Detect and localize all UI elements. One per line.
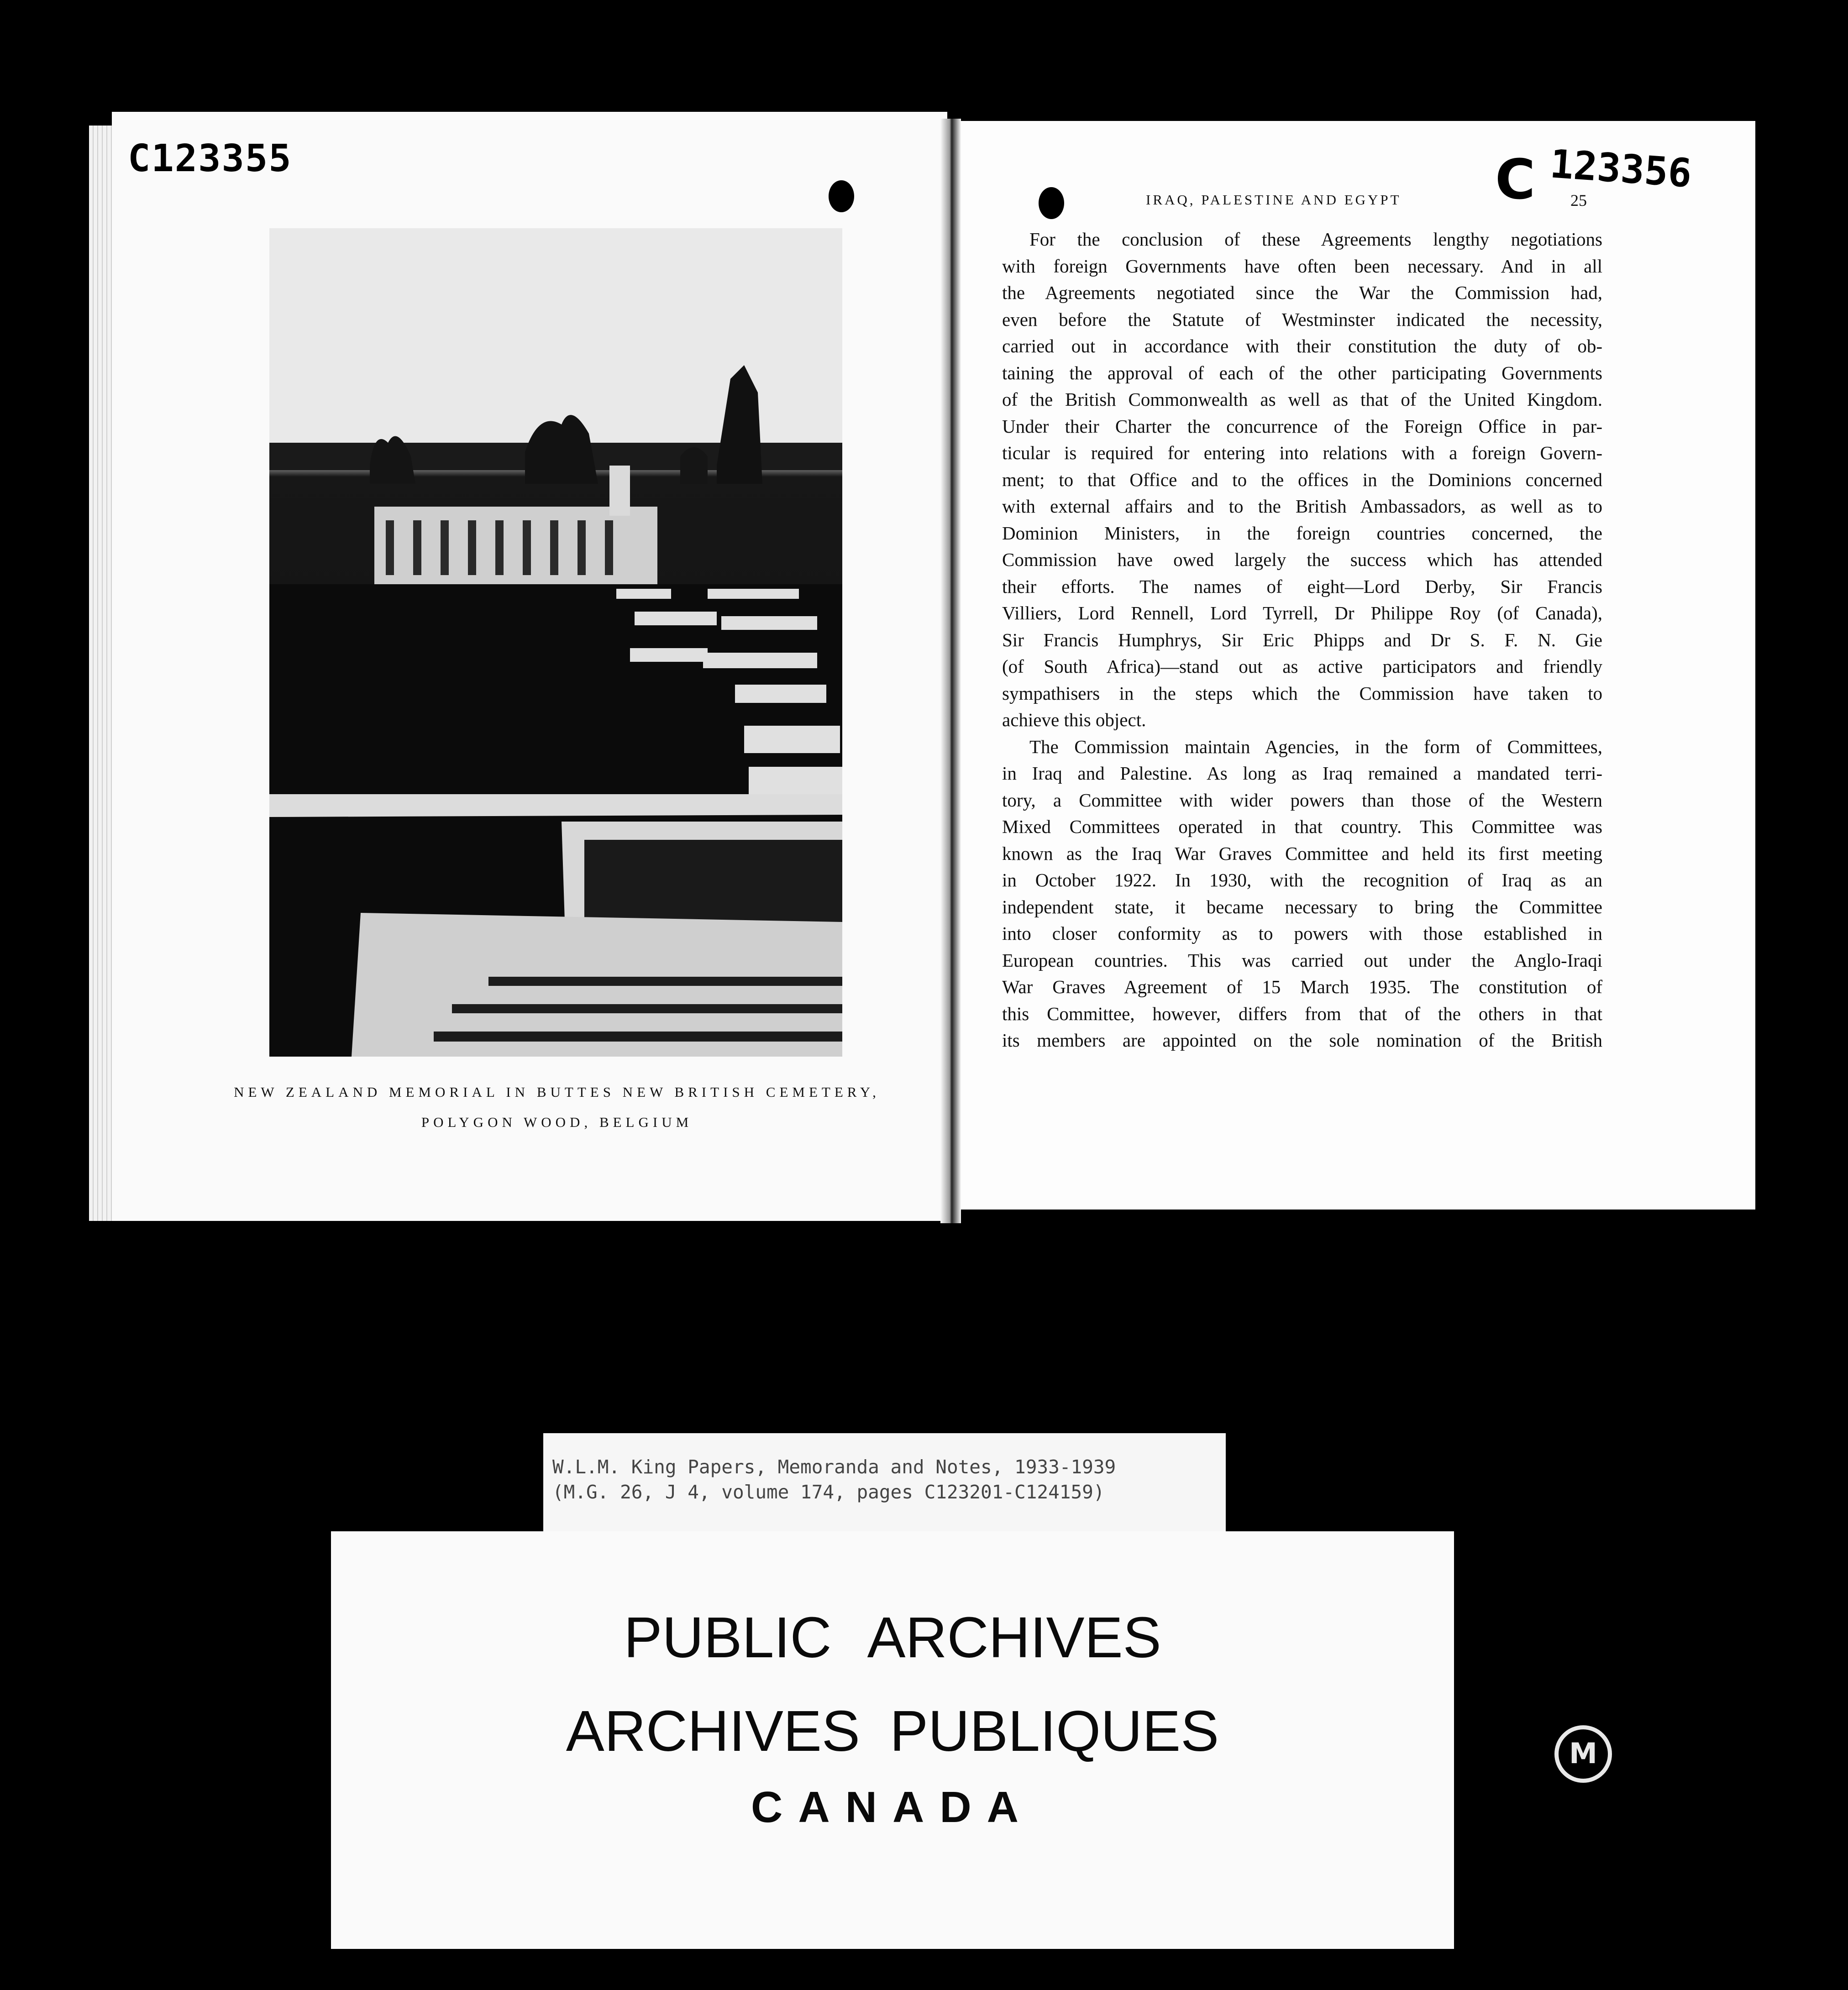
text-line: Sir Francis Humphrys, Sir Eric Phipps and Dr S. F. N. Gie [1002, 629, 1602, 650]
text-line: ticular is required for entering into relations with a foreign Govern- [1002, 442, 1602, 463]
text-line: in October 1922. In 1930, with the recognition of Iraq as an [1002, 869, 1602, 890]
text-line: tory, a Committee with wider powers than those of the Western [1002, 789, 1602, 811]
text-line: independent state, it became necessary to bring the Committee [1002, 896, 1602, 917]
text-line: in Iraq and Palestine. As long as Iraq remained a mandated terri- [1002, 763, 1602, 784]
text-line: ment; to that Office and to the offices in the Dominions concerned [1002, 469, 1602, 490]
text-line: taining the approval of each of the other participating Governments [1002, 362, 1602, 383]
left-page-stamp: C123355 [128, 137, 292, 180]
cemetery-photograph-drawing [269, 228, 842, 1057]
text-line: Villiers, Lord Rennell, Lord Tyrrell, Dr Philippe Roy (of Canada), [1002, 602, 1602, 623]
archive-title-french: ARCHIVES PUBLIQUES [566, 1699, 1219, 1763]
text-line: sympathisers in the steps which the Commission have taken to [1002, 682, 1602, 704]
archive-country: CANADA [751, 1783, 1034, 1832]
microfilm-logo-icon: M [1554, 1725, 1612, 1783]
text-line: The Commission maintain Agencies, in the form of Committees, [1029, 736, 1602, 757]
book-gutter [940, 119, 961, 1223]
cemetery-photograph [269, 228, 842, 1057]
text-line: For the conclusion of these Agreements lengthy negotiations [1029, 229, 1602, 250]
text-line: with external affairs and to the British Ambassadors, as well as to [1002, 496, 1602, 517]
punch-hole [1039, 187, 1064, 219]
text-line: with foreign Governments have often been necessary. And in all [1002, 255, 1602, 277]
page-number: 25 [1570, 191, 1587, 209]
right-page-stamp-prefix: C [1495, 148, 1536, 212]
reference-label-line: (M.G. 26, J 4, volume 174, pages C123201-C124159) [552, 1481, 1105, 1503]
text-line: known as the Iraq War Graves Committee and held its first meeting [1002, 843, 1602, 864]
text-line: Dominion Ministers, in the foreign countries concerned, the [1002, 522, 1602, 544]
text-line: Commission have owed largely the success which has attended [1002, 549, 1602, 570]
text-line: Mixed Committees operated in that country. This Committee was [1002, 816, 1602, 837]
photo-caption-line: NEW ZEALAND MEMORIAL IN BUTTES NEW BRITISH CEMETERY, [234, 1084, 880, 1100]
archive-title-english: PUBLIC ARCHIVES [624, 1605, 1161, 1670]
text-line: carried out in accordance with their constitution the duty of ob- [1002, 335, 1602, 356]
text-line: this Committee, however, differs from that of the others in that [1002, 1003, 1602, 1024]
photo-caption-line: POLYGON WOOD, BELGIUM [421, 1114, 693, 1130]
text-line: its members are appointed on the sole nomination of the British [1002, 1030, 1602, 1051]
text-line: achieve this object. [1002, 709, 1146, 730]
text-line: (of South Africa)—stand out as active participators and friendly [1002, 656, 1602, 677]
right-page-stamp-number: 123356 [1548, 141, 1693, 197]
text-line: into closer conformity as to powers with those established in [1002, 923, 1602, 944]
text-line: their efforts. The names of eight—Lord Derby, Sir Francis [1002, 576, 1602, 597]
text-line: Under their Charter the concurrence of the Foreign Office in par- [1002, 415, 1602, 437]
text-line: even before the Statute of Westminster indicated the necessity, [1002, 309, 1602, 330]
photo-caption [196, 1077, 918, 1137]
text-line: the Agreements negotiated since the War the Commission had, [1002, 282, 1602, 303]
text-line: European countries. This was carried out under the Anglo-Iraqi [1002, 949, 1602, 971]
text-line: of the British Commonwealth as well as that of the United Kingdom. [1002, 389, 1602, 410]
text-line: War Graves Agreement of 15 March 1935. The constitution of [1002, 976, 1602, 997]
body-text [1002, 226, 1602, 1054]
running-head: IRAQ, PALESTINE AND EGYPT [1146, 192, 1402, 208]
reference-label-line: W.L.M. King Papers, Memoranda and Notes, 1933-1939 [552, 1456, 1116, 1478]
punch-hole [829, 180, 854, 212]
